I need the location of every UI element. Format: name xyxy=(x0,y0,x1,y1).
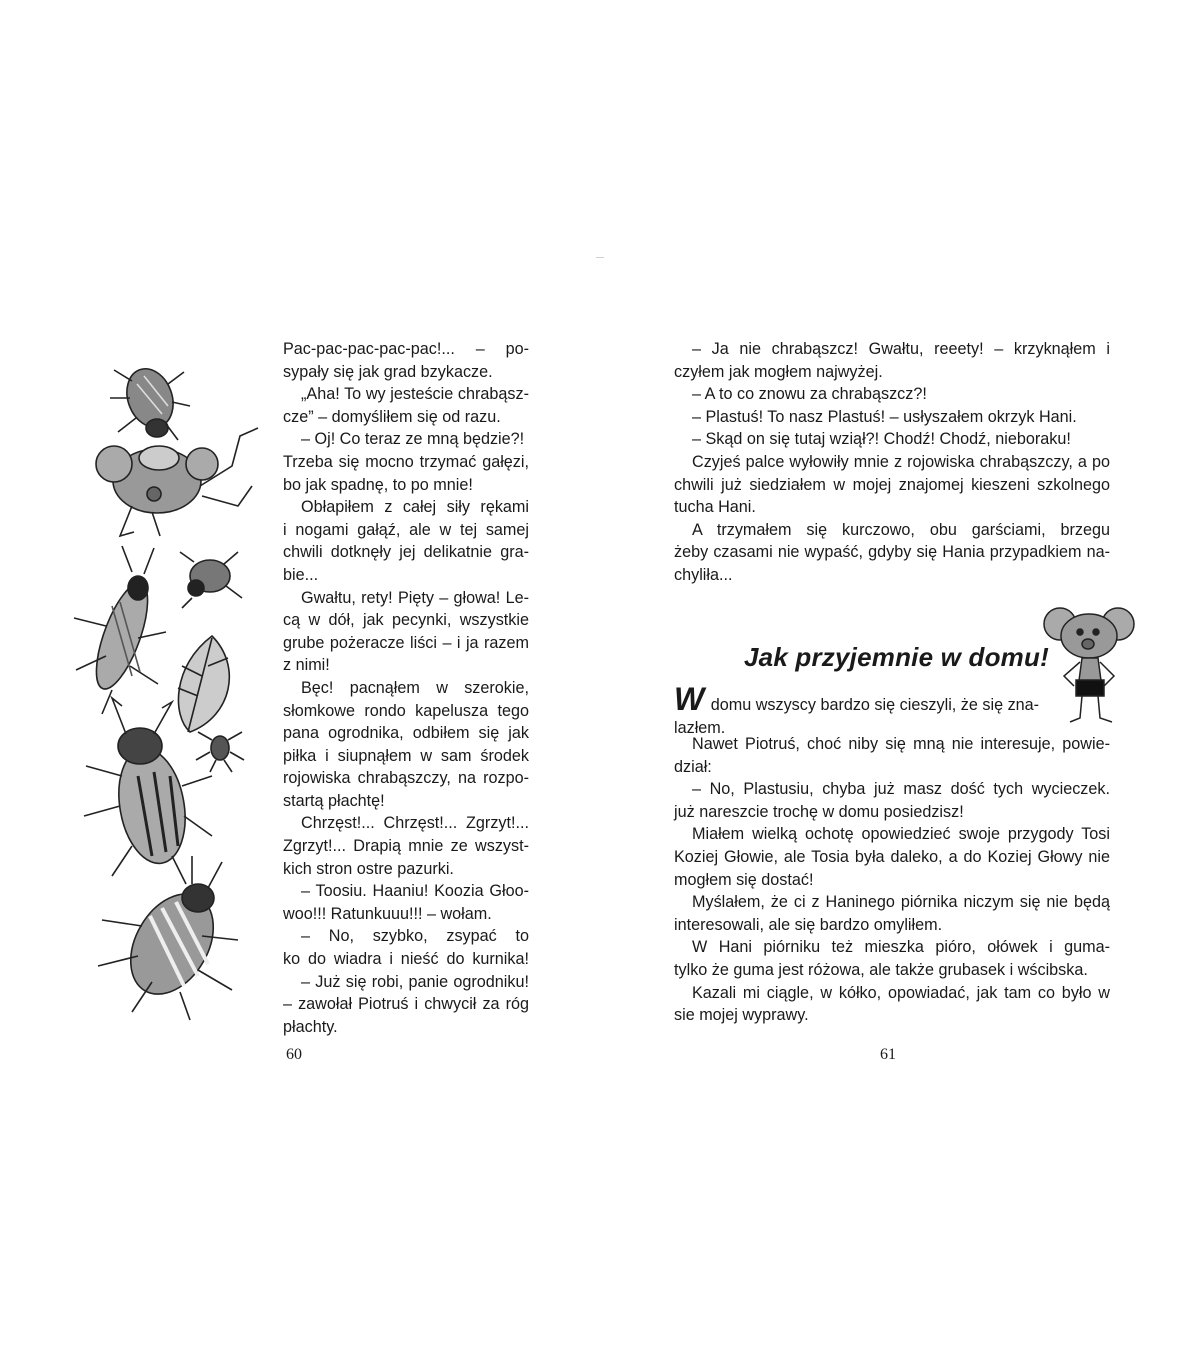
text-line: tucha Hani. xyxy=(674,498,756,517)
text-line: słomkowe rondo kapelusza tego xyxy=(283,701,529,720)
text-line: woo!!! Ratunkuuu!!! – wołam. xyxy=(283,904,492,923)
chapter-opening xyxy=(674,681,1040,739)
text-line: dział: xyxy=(674,757,712,776)
text-line: – Plastuś! To nasz Plastuś! – usłyszałem okrzyk Hani. xyxy=(692,407,1077,426)
first-line-text: domu wszyscy bardzo się cieszyli, że się zna- xyxy=(710,696,1040,714)
text-line: – Już się robi, panie ogrodniku! xyxy=(301,972,529,991)
beetle-icon xyxy=(98,856,238,1020)
text-line: – Toosiu. Haaniu! Koozia Głoo- xyxy=(301,882,529,901)
text-line xyxy=(674,681,1040,717)
text-line: piłka i siupnąłem w sam środek xyxy=(283,746,529,765)
right-page-text-bottom xyxy=(674,733,1110,1027)
plastus-figure-icon xyxy=(1040,606,1140,726)
text-line: mogłem się dostać! xyxy=(674,870,814,889)
text-line: Zgrzyt!... Drapią mnie ze wszyst- xyxy=(283,837,529,856)
left-page-text xyxy=(283,338,529,1038)
text-line: interesowali, ale się bardzo omyliłem. xyxy=(674,915,943,934)
text-line: chwili już siedziałem w mojej znajomej kieszeni szkolnego xyxy=(674,475,1110,494)
text-line: – Ja nie chrabąszcz! Gwałtu, reeety! – krzyknąłem i xyxy=(692,340,1110,358)
text-line: W Hani piórniku też mieszka pióro, ołówek i guma- xyxy=(692,938,1110,957)
text-line: Pac-pac-pac-pac-pac!... – po- xyxy=(283,340,529,358)
text-line: startą płachtę! xyxy=(283,791,385,810)
text-line: – No, szybko, zsypać to xyxy=(301,927,529,946)
text-line: bie... xyxy=(283,565,319,584)
text-line: bo jak spadnę, to po mnie! xyxy=(283,475,473,494)
chapter-title: Jak przyjemnie w domu! xyxy=(744,642,1049,672)
text-line: i nogami gałąź, ale w tej samej xyxy=(283,520,529,539)
plastus-falling-icon xyxy=(96,428,258,536)
beetle-icon xyxy=(180,552,242,608)
text-line: cą w dół, jak pecynki, wszystkie xyxy=(283,611,529,630)
text-line: rojowiska chrabąszczy, na rozpo- xyxy=(283,769,529,788)
text-line: płachty. xyxy=(283,1017,338,1036)
text-line: ko do wiadra i nieść do kurnika! xyxy=(283,950,529,969)
text-line: lazłem. xyxy=(674,718,726,737)
beetle-icon xyxy=(110,362,190,440)
text-line: tylko że guma jest różowa, ale także grubasek i wścibska. xyxy=(674,960,1088,979)
drop-cap: W xyxy=(674,681,705,717)
text-line: cze” – domyśliłem się od razu. xyxy=(283,407,501,426)
text-line: chwili dotknęły jej delikatnie gra- xyxy=(283,543,529,562)
small-beetle-icon xyxy=(196,732,244,772)
text-line: czyłem jak mogłem najwyżej. xyxy=(674,362,883,381)
text-line: Czyjeś palce wyłowiły mnie z rojowiska chrabąszczy, a po xyxy=(692,452,1110,471)
text-line: Chrzęst!... Chrzęst!... Zgrzyt!... xyxy=(301,814,529,833)
text-line: A trzymałem się kurczowo, obu garściami, brzegu xyxy=(692,520,1110,539)
text-line: pana ogrodnika, odbiłem się jak xyxy=(283,724,529,743)
text-line: grube pożeracze liści – i ja razem xyxy=(283,633,529,652)
right-page-text-top xyxy=(674,338,1110,587)
text-line: żeby czasami nie wypaść, gdyby się Hania przypadkiem na- xyxy=(674,543,1110,562)
text-line: – No, Plastusiu, chyba już masz dość tych wycieczek. xyxy=(692,780,1110,799)
text-line: Koziej Głowie, ale Tosia była daleko, a do Koziej Głowy nie xyxy=(674,847,1110,866)
text-line: Trzeba się mocno trzymać gałęzi, xyxy=(283,452,529,471)
text-line: Obłapiłem z całej siły rękami xyxy=(301,498,529,517)
text-line: „Aha! To wy jesteście chrabąsz- xyxy=(301,385,529,404)
text-line: chyliła... xyxy=(674,565,733,584)
beetle-icon xyxy=(74,546,166,714)
text-line: sie mojej wyprawy. xyxy=(674,1006,809,1025)
page-number-left: 60 xyxy=(286,1046,302,1063)
text-line: Bęc! pacnąłem w szerokie, xyxy=(301,678,529,697)
text-line: kich stron ostre pazurki. xyxy=(283,859,454,878)
text-line: Miałem wielką ochotę opowiedzieć swoje przygody Tosi xyxy=(692,825,1110,844)
text-line: z nimi! xyxy=(283,656,330,675)
text-line: – A to co znowu za chrabąszcz?! xyxy=(692,385,927,404)
text-line: – Oj! Co teraz ze mną będzie?! xyxy=(301,430,525,449)
crease-mark xyxy=(596,257,604,258)
falling-beetles-illustration xyxy=(62,336,272,1026)
text-line: sypały się jak grad bzykacze. xyxy=(283,362,493,381)
text-line: już nareszcie trochę w domu posiedzisz! xyxy=(674,802,964,821)
text-line: – Skąd on się tutaj wziął?! Chodź! Chodź, nieboraku! xyxy=(692,430,1071,449)
leaf-icon xyxy=(178,636,229,732)
text-line: Nawet Piotruś, choć niby się mną nie interesuje, powie- xyxy=(692,735,1110,753)
page-number-right: 61 xyxy=(880,1046,896,1063)
text-line: Kazali mi ciągle, w kółko, opowiadać, jak tam co było w xyxy=(692,983,1110,1002)
text-line: – zawołał Piotruś i chwycił za róg xyxy=(283,995,529,1014)
text-line: Gwałtu, rety! Pięty – głowa! Le- xyxy=(301,588,529,607)
text-line: Myślałem, że ci z Haninego piórnika niczym się nie będą xyxy=(692,893,1110,912)
